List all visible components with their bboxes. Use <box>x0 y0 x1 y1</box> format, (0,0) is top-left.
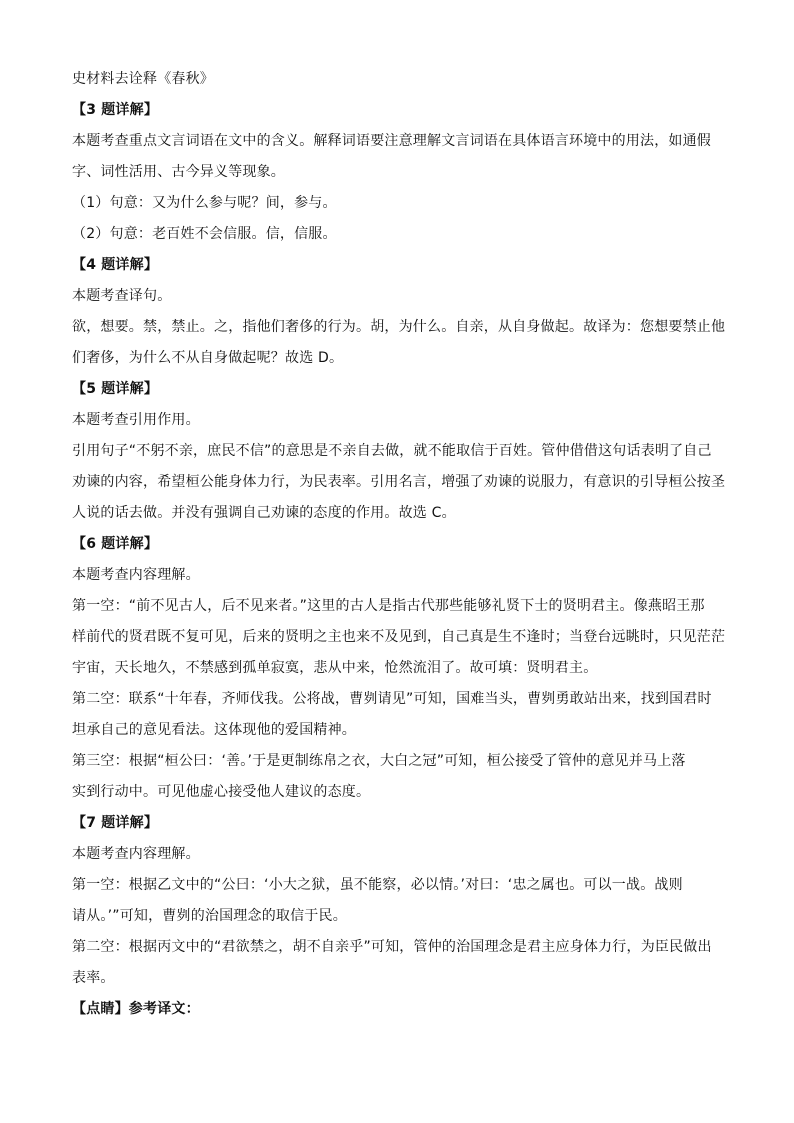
body-text-line: 第一空：“前不见古人，后不见来者。”这里的古人是指古代那些能够礼贤下士的贤明君主。像燕昭王那 <box>72 598 705 614</box>
body-text-line: （2）句意：老百姓不会信服。信，信服。 <box>72 226 337 242</box>
body-text-line: 劝谏的内容，希望桓公能身体力行，为民表率。引用名言，增强了劝谏的说服力，有意识的引导桓公按圣 <box>72 474 726 490</box>
body-text-line: 本题考查译句。 <box>72 288 172 304</box>
body-text-line: 宇宙，天长地久，不禁感到孤单寂寞，悲从中来，怆然流泪了。故可填：贤明君主。 <box>72 660 598 676</box>
body-text-line: （1）句意：又为什么参与呢？间，参与。 <box>72 195 337 211</box>
body-text-line: 样前代的贤君既不复可见，后来的贤明之主也来不及见到，自己真是生不逢时；当登台远眺时，只见茫茫 <box>72 629 726 645</box>
body-text-line: 第一空：根据乙文中的“公曰：‘小大之狱，虽不能察，必以情。’对曰：‘忠之属也。可以一战。战则 <box>72 877 683 893</box>
body-text-line: 第二空：根据丙文中的“君欲禁之，胡不自亲乎”可知，管仲的治国理念是君主应身体力行，为臣民做出 <box>72 939 712 955</box>
body-text-line: 第二空：联系“十年春，齐师伐我。公将战，曹刿请见”可知，国难当头，曹刿勇敢站出来，找到国君时 <box>72 691 712 707</box>
section-heading: 【5 题详解】 <box>72 381 159 397</box>
body-text-line: 本题考查引用作用。 <box>72 412 200 428</box>
body-text-line: 坦承自己的意见看法。这体现他的爱国精神。 <box>72 722 356 738</box>
section-heading: 【4 题详解】 <box>72 257 159 273</box>
body-text-line: 第三空：根据“桓公曰：‘善。’于是更制练帛之衣，大白之冠”可知，桓公接受了管仲的意见并马上落 <box>72 753 686 769</box>
body-text-line: 实到行动中。可见他虚心接受他人建议的态度。 <box>72 784 371 800</box>
body-text-line: 请从。’”可知，曹刿的治国理念的取信于民。 <box>72 908 347 924</box>
body-text-line: 引用句子“不躬不亲，庶民不信”的意思是不亲自去做，就不能取信于百姓。管仲借借这句话表明了自己 <box>72 443 712 459</box>
body-text-line: 表率。 <box>72 970 115 986</box>
body-text-line: 本题考查重点文言词语在文中的含义。解释词语要注意理解文言词语在具体语言环境中的用法，如通假 <box>72 133 711 149</box>
body-text-line: 本题考查内容理解。 <box>72 567 200 583</box>
body-text-line: 欲，想要。禁，禁止。之，指他们奢侈的行为。胡，为什么。自亲，从自身做起。故译为：您想要禁止他 <box>72 319 726 335</box>
body-text-line: 人说的话去做。并没有强调自己劝谏的态度的作用。故选 C。 <box>72 505 456 521</box>
section-heading: 【6 题详解】 <box>72 536 159 552</box>
section-heading: 【7 题详解】 <box>72 815 159 831</box>
body-text-line: 们奢侈，为什么不从自身做起呢？故选 D。 <box>72 350 344 366</box>
body-text-line: 字、词性活用、古今异义等现象。 <box>72 164 285 180</box>
section-heading: 【点睛】参考译文： <box>72 1001 200 1017</box>
body-text-line: 史材料去诠释《春秋》 <box>72 71 214 87</box>
body-text-line: 本题考查内容理解。 <box>72 846 200 862</box>
section-heading: 【3 题详解】 <box>72 102 159 118</box>
